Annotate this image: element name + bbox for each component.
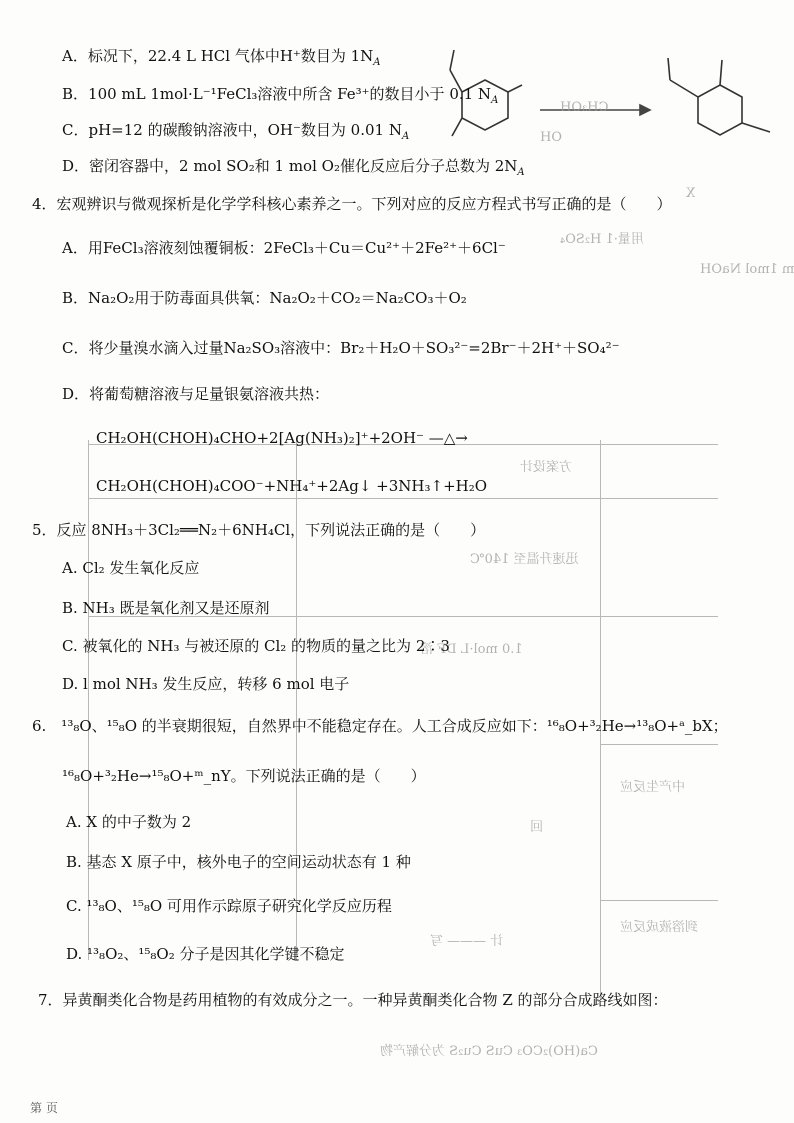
bleed-table-line [88,498,718,499]
bleed-text: 1.0 mol·L DF 溶 [420,642,523,657]
q6-option-c: C. ¹³₈O、¹⁵₈O 可用作示踪原子研究化学反应历程 [66,897,392,915]
bleed-table-line [296,440,297,960]
bleed-table-line [600,744,718,745]
q6-option-b: B. 基态 X 原子中，核外电子的空间运动状态有 1 种 [66,853,411,871]
q6-stem-line-1: 6. ¹³₈O、¹⁵₈O 的半衰期很短，自然界中不能稳定存在。人工合成反应如下：¹⁶₈O+³₂He→¹³₈O+ᵃ_bX； [32,717,728,735]
q4-option-a: A．用FeCl₃溶液刻蚀覆铜板：2FeCl₃＋Cu＝Cu²⁺＋2Fe²⁺＋6Cl⁻ [62,239,506,257]
q3-option-b: B．100 mL 1mol·L⁻¹FeCl₃溶液中所含 Fe³⁺的数目小于 0.1 $N_A$ [62,85,499,106]
q4-option-b: B．Na₂O₂用于防毒面具供氧：Na₂O₂＋CO₂＝Na₂CO₃＋O₂ [62,289,467,307]
q4-option-d: D．将葡萄糖溶液与足量银氨溶液共热： [62,385,330,403]
bleed-text: X [686,186,696,201]
q7-stem: 7．异黄酮类化合物是药用植物的有效成分之一。一种异黄酮类化合物 Z 的部分合成路线如图： [38,991,668,1009]
q4-option-d-equation-1: CH₂OH(CHOH)₄CHO+2[Ag(NH₃)₂]⁺+2OH⁻ —△→ [96,429,468,447]
bleed-table-line [600,900,718,901]
q5-option-c: C. 被氧化的 NH₃ 与被还原的 Cl₂ 的物质的量之比为 2∶3 [62,637,450,655]
bleed-text: Ca(HO)₂CO₃ CuS Cu₂S 为分解产物 [380,1044,598,1059]
q3-option-d: D．密闭容器中，2 mol SO₂和 1 mol O₂催化反应后分子总数为 $2N_A$ [62,157,525,178]
bleed-text: 到溶液成反应 [620,920,699,935]
q5-stem: 5．反应 8NH₃＋3Cl₂══N₂＋6NH₄Cl，下列说法正确的是（ ） [32,521,486,539]
bleed-text: OH [540,130,562,145]
bleed-text: 方案设计 [520,460,573,475]
q5-option-d: D. l mol NH₃ 发生反应，转移 6 mol 电子 [62,675,350,693]
bleed-text: CH₃OH [560,100,609,115]
bleed-table-line [88,440,89,960]
bleed-text: 迅速升温至 140℃ [470,552,579,567]
page-footer: 第 页 [30,1101,58,1115]
bleed-text: 计 ——— 写 [430,934,504,949]
q3-option-a: A．标况下，22.4 L HCl 气体中H⁺数目为 $1N_A$ [62,47,381,68]
q6-option-d: D. ¹³₈O₂、¹⁵₈O₂ 分子是因其化学键不稳定 [66,945,345,963]
bleed-structure-right [660,40,790,150]
q6-option-a: A. X 的中子数为 2 [66,813,192,831]
q4-option-d-equation-2: CH₂OH(CHOH)₄COO⁻+NH₄⁺+2Ag↓ +3NH₃↑+H₂O [96,477,488,495]
q6-stem-line-2: ¹⁶₈O+³₂He→¹⁵₈O+ᵐ_nY。下列说法正确的是（ ） [62,767,426,785]
q3-option-c: C．pH=12 的碳酸钠溶液中，OH⁻数目为 0.01 $N_A$ [62,121,410,142]
bleed-text: 用量·1 H₂SO₄ [560,232,644,247]
q5-option-a: A. Cl₂ 发生氧化反应 [62,559,200,577]
bleed-text: m 1mol NaOH [700,262,794,277]
bleed-text: 回 [530,820,544,835]
q5-option-b: B. NH₃ 既是氧化剂又是还原剂 [62,599,270,617]
q4-option-c: C．将少量溴水滴入过量Na₂SO₃溶液中：Br₂＋H₂O＋SO₃²⁻=2Br⁻＋2H⁺＋SO₄²⁻ [62,339,620,357]
bleed-text: 中产生反应 [620,780,686,795]
q4-stem: 4．宏观辨识与微观探析是化学学科核心素养之一。下列对应的反应方程式书写正确的是（ ） [32,195,672,213]
